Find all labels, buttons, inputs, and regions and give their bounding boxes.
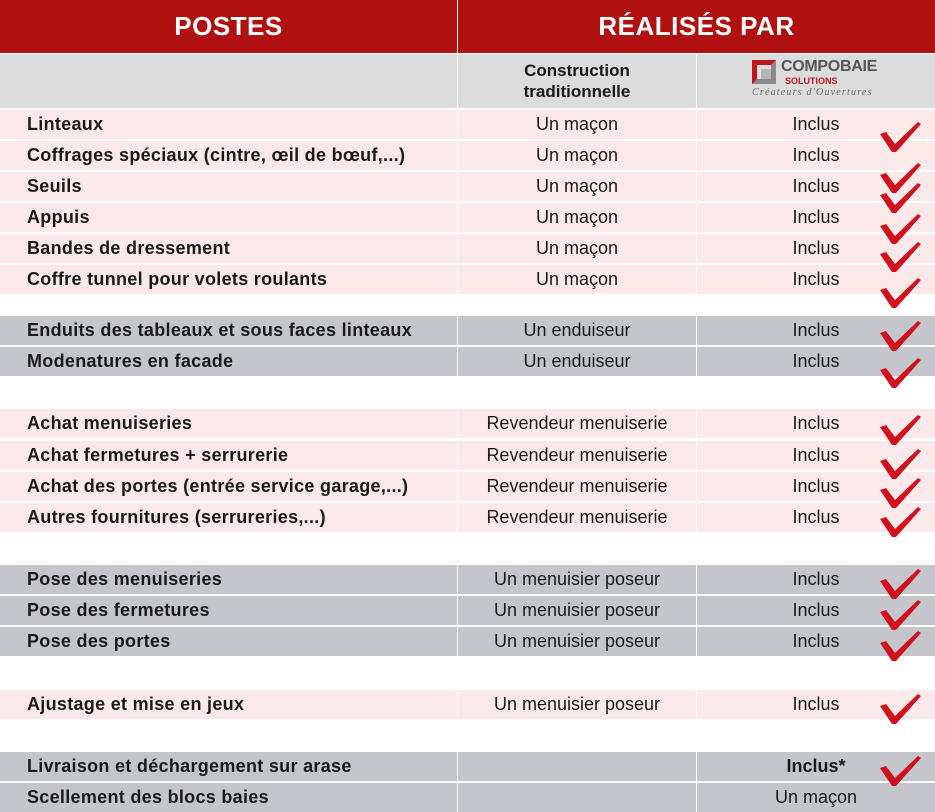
checkmark-icon: [878, 120, 922, 154]
compobaie-cell: Inclus: [697, 172, 935, 201]
compobaie-cell: Inclus: [697, 690, 935, 719]
checkmark-icon: [878, 276, 922, 310]
traditional-cell: Un maçon: [458, 234, 696, 263]
table-row: [0, 783, 935, 812]
compobaie-cell: Inclus: [697, 234, 935, 263]
traditional-cell: Un enduiseur: [458, 316, 696, 345]
traditional-cell: Revendeur menuiserie: [458, 441, 696, 470]
logo-name: COMPOBAIE: [781, 58, 877, 75]
checkmark-icon: [878, 598, 922, 632]
subheader-traditional-line1: Construction: [524, 61, 630, 80]
table-row: [0, 347, 935, 376]
traditional-cell: Revendeur menuiserie: [458, 503, 696, 532]
traditional-cell: Un maçon: [458, 172, 696, 201]
checkmark-icon: [878, 505, 922, 539]
table-row: [0, 265, 935, 294]
poste-cell: Pose des menuiseries: [0, 565, 457, 594]
compobaie-cell: Inclus: [697, 565, 935, 594]
traditional-cell: Un menuisier poseur: [458, 565, 696, 594]
compobaie-logo: [752, 58, 902, 102]
table-row: [0, 690, 935, 719]
table-row: [0, 565, 935, 594]
traditional-cell: Un menuisier poseur: [458, 627, 696, 656]
table-row: [0, 752, 935, 781]
poste-cell: Enduits des tableaux et sous faces linteaux: [0, 316, 457, 345]
table-row: [0, 503, 935, 532]
table-row: [0, 472, 935, 501]
checkmark-icon: [878, 692, 922, 726]
poste-cell: Pose des portes: [0, 627, 457, 656]
checkmark-icon: [878, 567, 922, 601]
table-row: [0, 141, 935, 170]
compobaie-cell: Inclus: [697, 203, 935, 232]
poste-cell: Autres fournitures (serrureries,...): [0, 503, 457, 532]
poste-cell: Coffrages spéciaux (cintre, œil de bœuf,...): [0, 141, 457, 170]
compobaie-cell: Inclus: [697, 441, 935, 470]
poste-cell: Scellement des blocs baies: [0, 783, 457, 812]
traditional-cell: Un maçon: [458, 265, 696, 294]
logo-sub: SOLUTIONS: [785, 76, 838, 86]
table-row: [0, 172, 935, 201]
header-realises-par: RÉALISÉS PAR: [458, 0, 935, 53]
poste-cell: Appuis: [0, 203, 457, 232]
compobaie-cell: Inclus: [697, 347, 935, 376]
poste-cell: Seuils: [0, 172, 457, 201]
traditional-cell: Un maçon: [458, 203, 696, 232]
table-row: [0, 203, 935, 232]
table-row: [0, 596, 935, 625]
table-row: [0, 110, 935, 139]
poste-cell: Coffre tunnel pour volets roulants: [0, 265, 457, 294]
compobaie-cell: Inclus*: [697, 752, 935, 781]
subheader-traditional: [458, 54, 696, 108]
compobaie-cell: Inclus: [697, 596, 935, 625]
traditional-cell: Un maçon: [458, 110, 696, 139]
traditional-cell: Un maçon: [458, 141, 696, 170]
table-row: [0, 409, 935, 438]
logo-tagline: Créateurs d'Ouvertures: [752, 87, 873, 98]
subheader-traditional-line2: traditionnelle: [523, 82, 631, 101]
poste-cell: Pose des fermetures: [0, 596, 457, 625]
compobaie-cell: Inclus: [697, 627, 935, 656]
subheader-empty-cell: [0, 54, 457, 108]
compobaie-cell: Inclus: [697, 472, 935, 501]
compobaie-cell: Inclus: [697, 110, 935, 139]
table-row: [0, 234, 935, 263]
traditional-cell: [458, 783, 696, 812]
poste-cell: Linteaux: [0, 110, 457, 139]
checkmark-icon: [878, 356, 922, 390]
traditional-cell: Un menuisier poseur: [458, 596, 696, 625]
header-postes: POSTES: [0, 0, 457, 53]
compobaie-cell: Inclus: [697, 316, 935, 345]
table-row: [0, 316, 935, 345]
compobaie-cell: Inclus: [697, 409, 935, 438]
poste-cell: Achat fermetures + serrurerie: [0, 441, 457, 470]
checkmark-icon: [878, 413, 922, 447]
poste-cell: Achat menuiseries: [0, 409, 457, 438]
poste-cell: Achat des portes (entrée service garage,...): [0, 472, 457, 501]
traditional-cell: Un menuisier poseur: [458, 690, 696, 719]
traditional-cell: [458, 752, 696, 781]
checkmark-icon: [878, 240, 922, 274]
compobaie-logo-mark-icon: [752, 60, 776, 84]
poste-cell: Livraison et déchargement sur arase: [0, 752, 457, 781]
compobaie-cell: Un maçon: [697, 783, 935, 812]
checkmark-icon: [878, 181, 922, 215]
table-row: [0, 627, 935, 656]
compobaie-cell: Inclus: [697, 503, 935, 532]
checkmark-icon: [878, 629, 922, 663]
poste-cell: Bandes de dressement: [0, 234, 457, 263]
checkmark-icon: [878, 754, 922, 788]
compobaie-cell: Inclus: [697, 141, 935, 170]
traditional-cell: Revendeur menuiserie: [458, 409, 696, 438]
traditional-cell: Un enduiseur: [458, 347, 696, 376]
compobaie-cell: Inclus: [697, 265, 935, 294]
table-row: [0, 441, 935, 470]
traditional-cell: Revendeur menuiserie: [458, 472, 696, 501]
checkmark-icon: [878, 319, 922, 353]
poste-cell: Ajustage et mise en jeux: [0, 690, 457, 719]
poste-cell: Modenatures en facade: [0, 347, 457, 376]
